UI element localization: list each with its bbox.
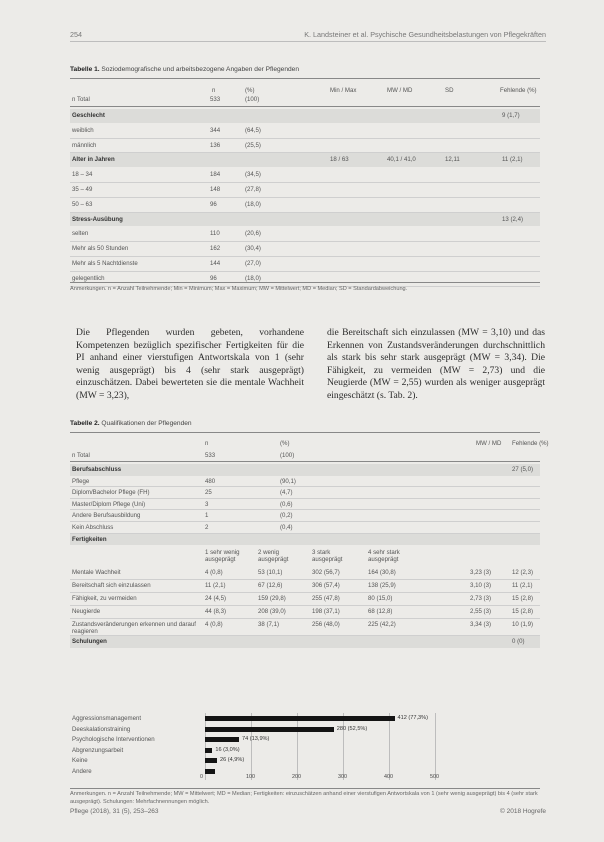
t2-fert-cell: 68 (12,8) bbox=[368, 608, 393, 616]
t2-beruf-row-pct: (90,1) bbox=[280, 477, 296, 485]
t2-beruf-row-n: 2 bbox=[205, 524, 209, 531]
t1-row-label: 18 – 34 bbox=[72, 171, 93, 179]
table1-footnote: Anmerkungen. n = Anzahl Teilnehmende; Min = Minimum; Max = Maximum; MW = Mittelwert; MD = Median; SD = Standardabweichung. bbox=[70, 286, 408, 292]
t2-fert-cell: 159 (29,8) bbox=[258, 595, 286, 603]
t2-fert-missing: 11 (2,1) bbox=[512, 582, 533, 590]
t2-beruf-row-label: Pflege bbox=[72, 477, 90, 485]
t2-fert-mw: 2,73 (3) bbox=[470, 595, 492, 603]
t2-fert-mw: 3,10 (3) bbox=[470, 582, 492, 590]
table1-section-shade bbox=[70, 213, 540, 227]
t1-head-pct: (%) bbox=[245, 87, 255, 94]
t1-row-label: 35 – 49 bbox=[72, 186, 93, 193]
t1-row-pct: (25,5) bbox=[245, 141, 261, 149]
t2-head-missing: Fehlende (%) bbox=[512, 440, 549, 447]
chart-category-label: Andere bbox=[72, 768, 92, 775]
t1-section-label: Geschlecht bbox=[72, 112, 105, 119]
t2-schulungen-label: Schulungen bbox=[72, 638, 107, 646]
t1-head-minmax: Min / Max bbox=[330, 87, 357, 94]
running-title: K. Landsteiner et al. Psychische Gesundheitsbelastungen von Pflegekräften bbox=[304, 30, 546, 39]
t1-row-pct: (27,0) bbox=[245, 260, 261, 267]
chart-gridline bbox=[251, 713, 252, 780]
body-text-col1: Die Pflegenden wurden gebeten, vorhandene Kompetenzen bezüglich spezifischer Fertigkeiten für die PI anhand einer vierstufigen Antwortskala von 1 (sehr wenig ausgeprägt) bis 4 (sehr stark ausgeprägt) einzuschätzen. Dabei bewerteten sie die mentale Wachheit (MW = 3,23), bbox=[76, 327, 304, 401]
t2-fert-cell: 198 (37,1) bbox=[312, 608, 340, 616]
t1-section-label: Stress-Ausübung bbox=[72, 215, 123, 223]
t1-row-label: selten bbox=[72, 230, 89, 238]
footer-citation: Pflege (2018), 31 (5), 253–263 bbox=[70, 808, 159, 815]
table2-section-shade bbox=[70, 636, 540, 648]
chart-category-label: Deeskalationstraining bbox=[72, 725, 131, 733]
table2-top-rule bbox=[70, 432, 540, 433]
t2-fert-cell: 255 (47,8) bbox=[312, 595, 340, 603]
table1-section-shade bbox=[70, 109, 540, 123]
chart-bar bbox=[205, 737, 239, 742]
chart-category-label: Keine bbox=[72, 757, 88, 765]
t1-total-label: n Total bbox=[72, 96, 90, 103]
t1-row-pct: (20,6) bbox=[245, 230, 261, 238]
t2-beruf-row-label: Master/Diplom Pflege (Uni) bbox=[72, 500, 146, 508]
t2-head-mwmd: MW / MD bbox=[476, 440, 502, 447]
chart-x-tick-label: 300 bbox=[338, 773, 347, 780]
t1-section-label: Alter in Jahren bbox=[72, 156, 115, 164]
t2-fert-cell: 225 (42,2) bbox=[368, 621, 396, 629]
table2-footnote: Anmerkungen. n = Anzahl Teilnehmende; MW = Mittelwert; MD = Median; Fertigkeiten: einzuschätzen anhand einer vierstufigen Antwortskala von 1 (sehr wenig ausgeprägt) bis 4 (sehr stark ausgeprägt). Schulungen: Mehrfachnennungen möglich. bbox=[70, 791, 538, 805]
t2-fert-missing: 12 (2,3) bbox=[512, 569, 534, 577]
chart-bar-label: 26 (4,9%) bbox=[219, 757, 245, 764]
chart-gridline bbox=[389, 713, 390, 780]
t1-row-n: 184 bbox=[210, 171, 221, 179]
t2-scale-header: 1 sehr wenig ausgeprägt bbox=[205, 549, 240, 564]
t2-fert-mw: 2,55 (3) bbox=[470, 608, 492, 616]
t2-fert-cell: 4 (0,8) bbox=[205, 569, 223, 577]
t1-head-sd: SD bbox=[445, 87, 454, 94]
chart-bar-label: 74 (13,9%) bbox=[242, 736, 270, 743]
header-rule bbox=[70, 41, 546, 42]
table1-caption bbox=[70, 66, 299, 73]
t2-total-n: 533 bbox=[205, 452, 216, 459]
t2-beruf-row-n: 480 bbox=[205, 477, 216, 485]
chart-bar bbox=[205, 758, 217, 763]
chart-x-tick-label: 500 bbox=[430, 773, 439, 780]
t1-row-n: 344 bbox=[210, 126, 221, 134]
t1-row-n: 148 bbox=[210, 186, 221, 193]
t1-row-n: 96 bbox=[210, 200, 217, 208]
t1-section-sd: 12,11 bbox=[445, 156, 460, 164]
page-number: 254 bbox=[70, 30, 82, 39]
t2-fert-cell: 302 (56,7) bbox=[312, 569, 340, 577]
t2-fert-cell: 80 (15,0) bbox=[368, 595, 393, 603]
t2-row-divider bbox=[70, 486, 540, 487]
chart-category-label: Abgrenzungsarbeit bbox=[72, 746, 124, 754]
t2-fert-row-label: Fähigkeit, zu vermeiden bbox=[72, 595, 137, 603]
t2-fert-missing: 15 (2,8) bbox=[512, 595, 534, 603]
t1-row-pct: (64,5) bbox=[245, 126, 261, 134]
chart-bar-label: 412 (77,3%) bbox=[397, 715, 428, 721]
t1-total-pct: (100) bbox=[245, 96, 260, 103]
t2-beruf-missing: 27 (5,0) bbox=[512, 466, 534, 473]
table1-bottom-rule bbox=[70, 282, 540, 283]
t2-beruf-row-pct: (0,6) bbox=[280, 500, 293, 508]
t2-scale-header: 4 sehr stark ausgeprägt bbox=[368, 549, 400, 564]
t2-beruf-row-n: 1 bbox=[205, 512, 209, 520]
chart-x-tick-label: 400 bbox=[384, 773, 393, 780]
t1-head-n: n bbox=[212, 87, 216, 94]
t2-row-divider bbox=[70, 605, 540, 606]
t1-total-n: 533 bbox=[210, 96, 221, 103]
t2-beruf-row-label: Andere Berufsausbildung bbox=[72, 512, 141, 520]
table2-section-shade bbox=[70, 464, 540, 476]
t1-row-n: 136 bbox=[210, 141, 221, 149]
chart-gridline bbox=[435, 713, 436, 780]
t1-row-label: 50 – 63 bbox=[72, 200, 93, 208]
t2-fert-mw: 3,23 (3) bbox=[470, 569, 492, 577]
t2-fert-row-label: Mentale Wachheit bbox=[72, 569, 121, 577]
t2-fert-cell: 24 (4,5) bbox=[205, 595, 227, 603]
t2-fert-cell: 4 (0,8) bbox=[205, 621, 223, 629]
t1-section-minmax: 18 / 63 bbox=[330, 156, 349, 164]
t2-beruf-row-label: Kein Abschluss bbox=[72, 524, 114, 531]
t1-head-missing: Fehlende (%) bbox=[500, 87, 537, 94]
chart-gridline bbox=[297, 713, 298, 780]
t2-fert-label: Fertigkeiten bbox=[72, 535, 107, 543]
chart-bar bbox=[205, 716, 395, 721]
t2-row-divider bbox=[70, 592, 540, 593]
footer-copyright: © 2018 Hogrefe bbox=[500, 808, 546, 815]
t1-row-divider bbox=[70, 182, 540, 183]
table1-caption-label: Tabelle 1. bbox=[70, 66, 100, 73]
t2-beruf-row-label: Diplom/Bachelor Pflege (FH) bbox=[72, 489, 150, 497]
chart-bar bbox=[205, 748, 212, 753]
table2-head-rule bbox=[70, 461, 540, 462]
t2-row-divider bbox=[70, 498, 540, 499]
t1-row-pct: (30,4) bbox=[245, 245, 261, 253]
table1-section-shade bbox=[70, 153, 540, 167]
chart-category-label: Psychologische Interventionen bbox=[72, 736, 155, 744]
t1-row-n: 110 bbox=[210, 230, 220, 238]
t2-fert-cell: 164 (30,8) bbox=[368, 569, 396, 577]
chart-x-tick-label: 100 bbox=[246, 773, 255, 780]
t2-fert-row-label: Neugierde bbox=[72, 608, 101, 616]
t1-row-n: 96 bbox=[210, 274, 217, 282]
t2-head-n: n bbox=[205, 440, 209, 447]
t2-fert-cell: 44 (8,3) bbox=[205, 608, 227, 616]
table2-section-shade bbox=[70, 534, 540, 546]
t2-fert-cell: 53 (10,1) bbox=[258, 569, 283, 577]
t2-scale-header: 2 wenig ausgeprägt bbox=[258, 549, 289, 564]
t2-row-divider bbox=[70, 521, 540, 522]
t1-row-pct: (18,0) bbox=[245, 200, 261, 208]
chart-x-tick-label: 200 bbox=[292, 773, 301, 780]
t1-row-n: 144 bbox=[210, 260, 221, 267]
table2-caption-label: Tabelle 2. bbox=[70, 420, 100, 427]
t1-row-label: weiblich bbox=[72, 126, 94, 134]
t1-row-pct: (18,0) bbox=[245, 274, 261, 282]
t2-beruf-row-n: 3 bbox=[205, 500, 209, 508]
t2-beruf-label: Berufsabschluss bbox=[72, 466, 122, 473]
t1-row-label: männlich bbox=[72, 141, 97, 149]
t2-fert-missing: 10 (1,9) bbox=[512, 621, 534, 629]
t1-row-label: Mehr als 5 Nachtdienste bbox=[72, 260, 138, 267]
t1-row-n: 162 bbox=[210, 245, 221, 253]
table2-caption-text: Qualifikationen der Pflegenden bbox=[101, 420, 192, 427]
t1-row-label: Mehr als 50 Stunden bbox=[72, 245, 129, 253]
chart-gridline bbox=[343, 713, 344, 780]
chart-bar-label: 280 (52,5%) bbox=[336, 725, 368, 732]
chart-bar bbox=[205, 727, 334, 732]
t2-fert-row-label: Zustandsveränderungen erkennen und darauf reagieren bbox=[72, 621, 196, 636]
t2-schulungen-missing: 0 (0) bbox=[512, 638, 525, 646]
table1-caption-text: Soziodemografische und arbeitsbezogene Angaben der Pflegenden bbox=[101, 66, 299, 73]
t2-beruf-row-pct: (0,2) bbox=[280, 512, 293, 520]
t1-row-divider bbox=[70, 256, 540, 257]
t2-fert-row-label: Bereitschaft sich einzulassen bbox=[72, 582, 151, 590]
t2-head-pct: (%) bbox=[280, 440, 290, 447]
t1-head-mwmd: MW / MD bbox=[387, 87, 413, 94]
chart-x-tick-label: 0 bbox=[200, 773, 203, 780]
t2-fert-cell: 38 (7,1) bbox=[258, 621, 280, 629]
t2-fert-cell: 11 (2,1) bbox=[205, 582, 226, 590]
t1-row-divider bbox=[70, 138, 540, 139]
t1-section-missing: 9 (1,7) bbox=[502, 112, 520, 119]
t1-row-divider bbox=[70, 241, 540, 242]
t2-fert-cell: 67 (12,6) bbox=[258, 582, 283, 590]
t1-row-pct: (34,5) bbox=[245, 171, 261, 179]
t2-scale-header: 3 stark ausgeprägt bbox=[312, 549, 343, 564]
t1-row-divider bbox=[70, 271, 540, 272]
t2-fert-cell: 208 (39,0) bbox=[258, 608, 286, 616]
t1-section-mwmd: 40,1 / 41,0 bbox=[387, 156, 416, 164]
table2-caption bbox=[70, 420, 192, 427]
t2-fert-cell: 138 (25,9) bbox=[368, 582, 396, 590]
t2-beruf-row-n: 25 bbox=[205, 489, 212, 497]
t2-row-divider bbox=[70, 579, 540, 580]
table2-bottom-rule bbox=[70, 788, 540, 789]
t2-fert-mw: 3,34 (3) bbox=[470, 621, 492, 629]
t2-total-pct: (100) bbox=[280, 452, 295, 459]
t2-fert-missing: 15 (2,8) bbox=[512, 608, 534, 616]
t2-row-divider bbox=[70, 509, 540, 510]
t1-section-missing: 13 (2,4) bbox=[502, 215, 524, 223]
t1-row-label: gelegentlich bbox=[72, 274, 105, 282]
t2-total-label: n Total bbox=[72, 452, 90, 459]
t1-section-missing: 11 (2,1) bbox=[502, 156, 523, 164]
chart-bar-label: 16 (3,0%) bbox=[215, 746, 240, 753]
t1-row-pct: (27,8) bbox=[245, 186, 261, 193]
t2-beruf-row-pct: (0,4) bbox=[280, 524, 293, 531]
body-text-col2: die Bereitschaft sich einzulassen (MW = 3,10) und das Erkennen von Zustandsveränderungen durchschnittlich als stark bis sehr stark ausgeprägt (MW = 3,34). Die Fähigkeit, zu vermeiden (MW = 2,73) und die Neugierde (MW = 2,55) wurden als weniger ausgeprägt eingeschätzt (s. Tab. 2). bbox=[327, 327, 545, 401]
table1-top-rule bbox=[70, 78, 540, 79]
chart-category-label: Aggressionsmanagement bbox=[72, 715, 142, 722]
t1-row-divider bbox=[70, 197, 540, 198]
chart-bar bbox=[205, 769, 215, 774]
table1-head-rule bbox=[70, 106, 540, 107]
t2-row-divider bbox=[70, 618, 540, 619]
t2-beruf-row-pct: (4,7) bbox=[280, 489, 293, 497]
t2-fert-cell: 306 (57,4) bbox=[312, 582, 340, 590]
t2-fert-cell: 256 (48,0) bbox=[312, 621, 340, 629]
